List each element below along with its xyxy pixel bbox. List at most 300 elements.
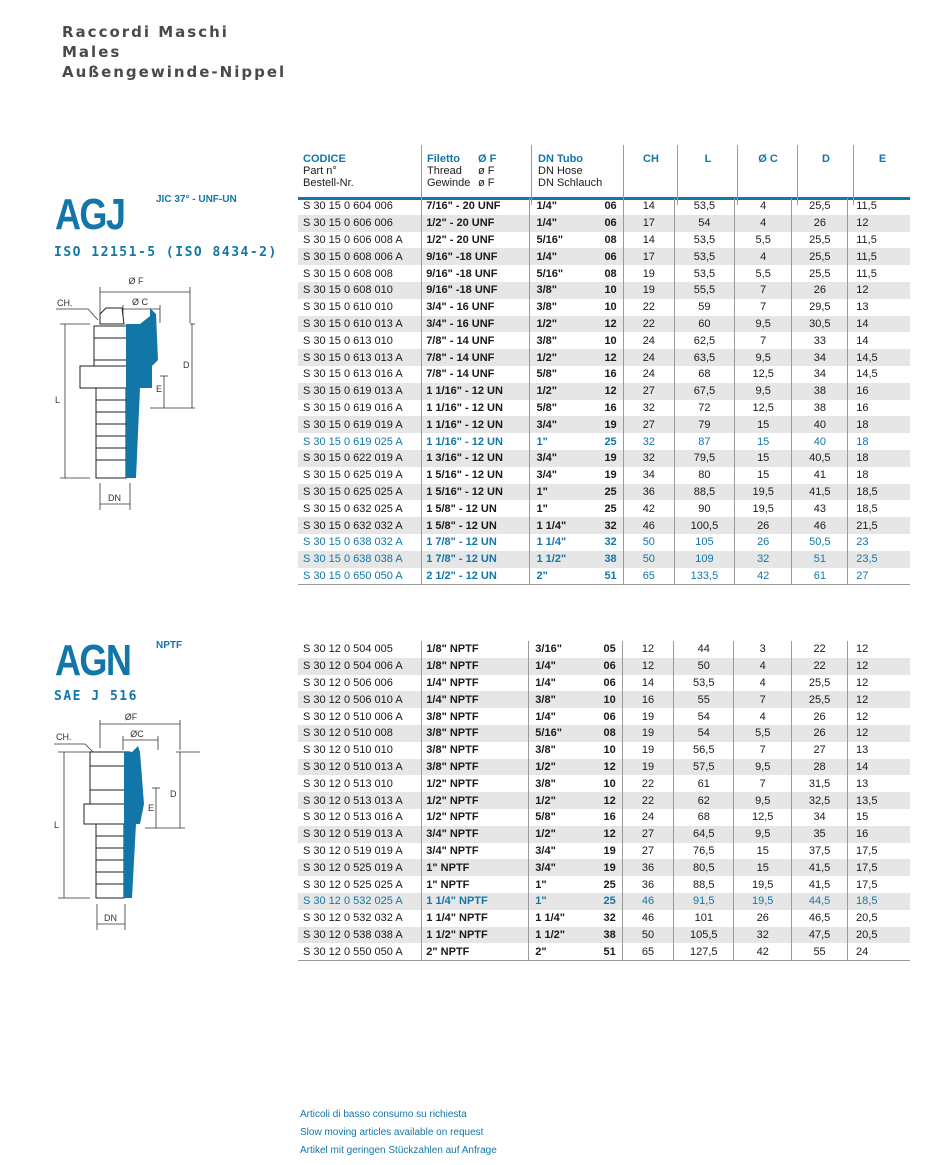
cell-d: 28 xyxy=(792,759,848,776)
cell-c: 9,5 xyxy=(734,759,792,776)
cell-dn: 1/2" xyxy=(529,792,595,809)
cell-c: 26 xyxy=(734,910,792,927)
cell-d: 22 xyxy=(792,658,848,675)
cell-dn-number: 06 xyxy=(595,248,623,265)
cell-l: 61 xyxy=(674,775,734,792)
cell-thread: 1 7/8" - 12 UN xyxy=(422,534,530,551)
cell-c: 15 xyxy=(734,416,792,433)
cell-e: 21,5 xyxy=(848,517,910,534)
cell-e: 16 xyxy=(848,400,910,417)
cell-dn: 3/4" xyxy=(530,467,595,484)
cell-thread: 3/8" NPTF xyxy=(422,759,529,776)
cell-ch: 14 xyxy=(623,232,674,249)
cell-code: S 30 15 0 606 008 A xyxy=(303,233,403,246)
cell-thread: 3/4" NPTF xyxy=(422,826,529,843)
cell-ch: 19 xyxy=(622,708,673,725)
cell-e: 13 xyxy=(848,775,910,792)
cell-ch: 42 xyxy=(623,500,674,517)
cell-thread: 3/8" NPTF xyxy=(422,725,529,742)
cell-e: 18,5 xyxy=(848,893,910,910)
cell-dn-number: 16 xyxy=(604,401,617,414)
cell-l: 53,5 xyxy=(674,265,734,282)
cell-e: 14 xyxy=(848,316,910,333)
cell-l: 53,5 xyxy=(674,198,734,215)
agj-table xyxy=(298,198,910,585)
cell-e: 12 xyxy=(848,641,910,658)
cell-dn: 3/8" xyxy=(529,775,595,792)
cell-e: 12 xyxy=(848,691,910,708)
cell-d: 50,5 xyxy=(792,534,848,551)
cell-l: 79 xyxy=(674,416,734,433)
cell-dn: 1/2" xyxy=(529,759,595,776)
cell-ch: 12 xyxy=(622,658,673,675)
table-row xyxy=(298,943,910,960)
table-row xyxy=(298,658,910,675)
cell-l: 105 xyxy=(674,534,734,551)
cell-thread: 1 7/8" - 12 UN xyxy=(422,551,530,568)
cell-code: S 30 15 0 608 008 xyxy=(303,267,393,280)
header-c: Ø C xyxy=(737,145,798,205)
cell-l: 53,5 xyxy=(674,232,734,249)
cell-e: 12 xyxy=(848,282,910,299)
cell-l: 88,5 xyxy=(674,876,734,893)
cell-thread: 1 5/8" - 12 UN xyxy=(422,517,530,534)
cell-d: 25,5 xyxy=(792,675,848,692)
cell-dn-number: 19 xyxy=(603,844,616,857)
cell-e: 12 xyxy=(848,675,910,692)
cell-c: 4 xyxy=(734,198,792,215)
table-row xyxy=(298,675,910,692)
cell-c: 15 xyxy=(734,467,792,484)
cell-dn: 1/2" xyxy=(530,316,595,333)
cell-d: 34 xyxy=(792,366,848,383)
agn-label-dn: DN xyxy=(104,913,117,923)
cell-e: 13 xyxy=(848,742,910,759)
cell-thread: 3/8" NPTF xyxy=(422,742,529,759)
cell-d: 40 xyxy=(792,433,848,450)
cell-c: 12,5 xyxy=(734,400,792,417)
cell-ch: 16 xyxy=(622,691,673,708)
cell-dn: 1" xyxy=(530,500,595,517)
cell-c: 9,5 xyxy=(734,826,792,843)
cell-thread: 3/4" NPTF xyxy=(422,843,529,860)
table-row xyxy=(298,927,910,944)
cell-dn: 1" xyxy=(529,893,595,910)
cell-dn: 3/16" xyxy=(529,641,595,658)
table-row xyxy=(298,316,910,333)
cell-dn-number: 19 xyxy=(604,469,617,482)
cell-e: 14 xyxy=(848,332,910,349)
cell-thread: 1/4" NPTF xyxy=(422,691,529,708)
cell-c: 42 xyxy=(734,943,792,960)
cell-dn: 1/2" xyxy=(529,826,595,843)
cell-code: S 30 12 0 513 016 A xyxy=(303,811,403,824)
cell-ch: 19 xyxy=(622,759,673,776)
cell-d: 31,5 xyxy=(792,775,848,792)
table-row xyxy=(298,691,910,708)
cell-c: 4 xyxy=(734,658,792,675)
cell-ch: 46 xyxy=(622,893,673,910)
cell-thread: 1/2" NPTF xyxy=(422,809,529,826)
cell-code: S 30 15 0 619 016 A xyxy=(303,401,403,414)
cell-e: 17,5 xyxy=(848,876,910,893)
cell-code: S 30 15 0 608 010 xyxy=(298,282,422,299)
cell-d: 47,5 xyxy=(792,927,848,944)
cell-thread: 9/16" -18 UNF xyxy=(422,282,530,299)
cell-c: 12,5 xyxy=(734,366,792,383)
header-codice: CODICE Part n° Bestell-Nr. xyxy=(303,153,354,189)
cell-dn: 1/4" xyxy=(530,198,595,215)
cell-dn-number: 10 xyxy=(603,777,616,790)
cell-c: 9,5 xyxy=(734,792,792,809)
agn-table xyxy=(298,641,910,961)
table-row xyxy=(298,400,910,417)
agn-tag: NPTF xyxy=(156,640,183,651)
cell-l: 54 xyxy=(674,725,734,742)
cell-l: 62 xyxy=(674,792,734,809)
cell-dn-number: 38 xyxy=(594,927,622,944)
cell-ch: 50 xyxy=(622,927,673,944)
cell-d: 26 xyxy=(792,725,848,742)
cell-c: 4 xyxy=(734,708,792,725)
cell-dn-number: 10 xyxy=(604,301,617,314)
cell-thread: 3/4" - 16 UNF xyxy=(422,316,530,333)
agn-standard: SAE J 516 xyxy=(54,689,138,704)
cell-dn-number: 12 xyxy=(595,349,623,366)
cell-dn: 1/2" xyxy=(530,383,595,400)
cell-e: 12 xyxy=(848,215,910,232)
table-row xyxy=(298,433,910,450)
cell-ch: 17 xyxy=(623,215,674,232)
table-row xyxy=(298,265,910,282)
cell-thread: 1 5/16" - 12 UN xyxy=(422,467,530,484)
cell-thread: 1 5/16" - 12 UN xyxy=(422,484,530,501)
table-row xyxy=(298,792,910,809)
cell-l: 64,5 xyxy=(674,826,734,843)
cell-ch: 46 xyxy=(622,910,673,927)
cell-l: 53,5 xyxy=(674,248,734,265)
table-row xyxy=(298,708,910,725)
cell-l: 54 xyxy=(674,708,734,725)
cell-code: S 30 12 0 506 010 A xyxy=(298,691,422,708)
cell-l: 57,5 xyxy=(674,759,734,776)
cell-thread: 7/8" - 14 UNF xyxy=(422,332,530,349)
agn-label-l: L xyxy=(54,820,60,830)
cell-d: 51 xyxy=(792,551,848,568)
cell-dn: 3/8" xyxy=(529,742,595,759)
cell-e: 14,5 xyxy=(848,349,910,366)
cell-thread: 1 1/16" - 12 UN xyxy=(422,416,530,433)
agn-code: AGN xyxy=(55,636,131,685)
cell-dn: 1/4" xyxy=(529,675,595,692)
cell-code: S 30 15 0 613 010 xyxy=(303,334,393,347)
cell-dn: 3/4" xyxy=(530,416,595,433)
cell-thread: 1 1/16" - 12 UN xyxy=(422,383,530,400)
cell-e: 23 xyxy=(848,534,910,551)
cell-code: S 30 12 0 504 005 xyxy=(303,643,393,656)
cell-ch: 22 xyxy=(623,299,674,316)
cell-ch: 36 xyxy=(622,876,673,893)
cell-code: S 30 12 0 550 050 A xyxy=(298,943,422,960)
agj-label-f: Ø F xyxy=(128,276,144,286)
cell-c: 7 xyxy=(734,742,792,759)
cell-d: 34 xyxy=(792,809,848,826)
cell-thread: 1/4" NPTF xyxy=(422,675,529,692)
table-row xyxy=(298,759,910,776)
cell-thread: 9/16" -18 UNF xyxy=(422,265,530,282)
cell-l: 63,5 xyxy=(674,349,734,366)
table-row xyxy=(298,332,910,349)
cell-code: S 30 12 0 513 010 xyxy=(303,777,393,790)
cell-code: S 30 12 0 510 010 xyxy=(303,744,393,757)
cell-l: 100,5 xyxy=(674,517,734,534)
agn-label-d: D xyxy=(170,789,177,799)
cell-dn: 3/4" xyxy=(529,843,595,860)
header-l: L xyxy=(677,145,738,205)
cell-code: S 30 15 0 619 019 A xyxy=(298,416,422,433)
cell-d: 22 xyxy=(792,641,848,658)
cell-dn: 5/16" xyxy=(529,725,595,742)
cell-d: 44,5 xyxy=(792,893,848,910)
cell-thread: 7/8" - 14 UNF xyxy=(422,366,530,383)
cell-dn-number: 06 xyxy=(594,658,622,675)
cell-dn-number: 25 xyxy=(595,484,623,501)
table-row xyxy=(298,517,910,534)
table-row xyxy=(298,551,910,568)
cell-dn-number: 12 xyxy=(594,826,622,843)
cell-c: 7 xyxy=(734,282,792,299)
agn-label-c: ØC xyxy=(130,729,144,739)
cell-code: S 30 15 0 650 050 A xyxy=(298,568,422,585)
cell-dn-number: 32 xyxy=(604,536,617,549)
cell-thread: 2 1/2" - 12 UN xyxy=(422,568,530,585)
cell-e: 24 xyxy=(848,943,910,960)
cell-e: 14,5 xyxy=(848,366,910,383)
table-row xyxy=(298,383,910,400)
cell-e: 18,5 xyxy=(848,484,910,501)
cell-dn-number: 12 xyxy=(594,792,622,809)
cell-ch: 12 xyxy=(622,641,673,658)
cell-c: 19,5 xyxy=(734,484,792,501)
cell-code: S 30 12 0 532 032 A xyxy=(303,912,403,925)
cell-ch: 19 xyxy=(622,725,673,742)
cell-d: 38 xyxy=(792,400,848,417)
cell-ch: 34 xyxy=(623,467,674,484)
cell-dn-number: 32 xyxy=(603,912,616,925)
cell-c: 4 xyxy=(734,248,792,265)
cell-l: 87 xyxy=(674,433,734,450)
title-de: Außengewinde-Nippel xyxy=(62,63,287,81)
cell-thread: 1/2" - 20 UNF xyxy=(422,215,530,232)
cell-dn: 3/8" xyxy=(530,282,595,299)
cell-dn-number: 51 xyxy=(594,943,622,960)
cell-l: 91,5 xyxy=(674,893,734,910)
cell-dn-number: 06 xyxy=(604,200,617,213)
cell-ch: 65 xyxy=(622,943,673,960)
cell-e: 23,5 xyxy=(848,551,910,568)
cell-dn-number: 51 xyxy=(595,568,623,585)
cell-code: S 30 12 0 519 013 A xyxy=(298,826,422,843)
cell-dn: 1" xyxy=(530,484,595,501)
cell-dn-number: 12 xyxy=(594,759,622,776)
cell-e: 11,5 xyxy=(848,198,910,215)
cell-c: 4 xyxy=(734,215,792,232)
cell-code: S 30 12 0 504 006 A xyxy=(298,658,422,675)
header-ch: CH xyxy=(623,145,678,205)
cell-code: S 30 12 0 513 013 A xyxy=(298,792,422,809)
cell-c: 4 xyxy=(734,675,792,692)
cell-ch: 24 xyxy=(623,332,674,349)
cell-thread: 1 1/2" NPTF xyxy=(422,927,529,944)
cell-e: 18 xyxy=(848,433,910,450)
cell-c: 26 xyxy=(734,517,792,534)
cell-d: 34 xyxy=(792,349,848,366)
cell-dn-number: 19 xyxy=(594,859,622,876)
cell-c: 42 xyxy=(734,568,792,585)
cell-ch: 46 xyxy=(623,517,674,534)
cell-d: 25,5 xyxy=(792,198,848,215)
cell-thread: 1/8" NPTF xyxy=(422,658,529,675)
agj-label-dn: DN xyxy=(108,493,121,503)
cell-ch: 14 xyxy=(623,198,674,215)
cell-e: 20,5 xyxy=(848,927,910,944)
cell-d: 26 xyxy=(792,282,848,299)
cell-l: 67,5 xyxy=(674,383,734,400)
cell-ch: 22 xyxy=(622,775,673,792)
cell-code: S 30 15 0 632 025 A xyxy=(303,502,403,515)
cell-e: 17,5 xyxy=(848,859,910,876)
cell-e: 14 xyxy=(848,759,910,776)
cell-c: 7 xyxy=(734,332,792,349)
table-row xyxy=(298,742,910,759)
table-row xyxy=(298,826,910,843)
agj-tag: JIC 37° - UNF-UN xyxy=(156,194,237,205)
cell-d: 40 xyxy=(792,416,848,433)
table-row xyxy=(298,910,910,927)
cell-ch: 14 xyxy=(622,675,673,692)
cell-dn-number: 08 xyxy=(594,725,622,742)
cell-dn-number: 12 xyxy=(595,383,623,400)
cell-dn: 3/8" xyxy=(529,691,595,708)
cell-l: 80 xyxy=(674,467,734,484)
cell-dn: 3/4" xyxy=(529,859,595,876)
agn-label-f: ØF xyxy=(124,712,138,722)
cell-ch: 24 xyxy=(623,349,674,366)
agj-label-c: Ø C xyxy=(131,297,149,307)
cell-dn-number: 16 xyxy=(603,811,616,824)
cell-d: 25,5 xyxy=(792,232,848,249)
table-row xyxy=(298,876,910,893)
cell-d: 25,5 xyxy=(792,691,848,708)
cell-dn-number: 06 xyxy=(603,710,616,723)
cell-thread: 3/4" - 16 UNF xyxy=(422,299,530,316)
cell-c: 26 xyxy=(734,534,792,551)
cell-d: 46 xyxy=(792,517,848,534)
cell-ch: 50 xyxy=(623,551,674,568)
cell-ch: 32 xyxy=(623,450,674,467)
cell-c: 7 xyxy=(734,775,792,792)
cell-thread: 1 3/16" - 12 UN xyxy=(422,450,530,467)
footnote-de: Artikel mit geringen Stückzahlen auf Anfrage xyxy=(300,1145,497,1156)
cell-d: 43 xyxy=(792,500,848,517)
cell-ch: 65 xyxy=(623,568,674,585)
cell-code: S 30 15 0 606 006 xyxy=(298,215,422,232)
cell-dn: 3/8" xyxy=(530,332,595,349)
cell-c: 32 xyxy=(734,551,792,568)
cell-d: 35 xyxy=(792,826,848,843)
cell-dn-number: 38 xyxy=(595,551,623,568)
cell-c: 15 xyxy=(734,859,792,876)
footnote xyxy=(300,1106,497,1160)
cell-c: 32 xyxy=(734,927,792,944)
agn-label-ch: CH. xyxy=(56,732,72,742)
cell-d: 40,5 xyxy=(792,450,848,467)
cell-dn: 1 1/4" xyxy=(530,534,595,551)
cell-code: S 30 12 0 525 025 A xyxy=(303,878,403,891)
cell-code: S 30 12 0 506 006 xyxy=(303,676,393,689)
table-row xyxy=(298,809,910,826)
cell-code: S 30 15 0 632 032 A xyxy=(298,517,422,534)
cell-code: S 30 15 0 625 025 A xyxy=(298,484,422,501)
cell-dn: 3/4" xyxy=(530,450,595,467)
table-row xyxy=(298,893,910,910)
cell-d: 38 xyxy=(792,383,848,400)
cell-dn: 2" xyxy=(529,943,595,960)
cell-e: 13 xyxy=(848,299,910,316)
cell-dn: 5/16" xyxy=(530,265,595,282)
cell-thread: 3/8" NPTF xyxy=(422,708,529,725)
table-row xyxy=(298,500,910,517)
cell-l: 54 xyxy=(674,215,734,232)
cell-d: 41,5 xyxy=(792,484,848,501)
cell-l: 72 xyxy=(674,400,734,417)
agj-code: AGJ xyxy=(55,190,125,239)
cell-code: S 30 15 0 622 019 A xyxy=(298,450,422,467)
cell-e: 13,5 xyxy=(848,792,910,809)
cell-e: 18 xyxy=(848,467,910,484)
table-row xyxy=(298,641,910,658)
cell-thread: 1/2" NPTF xyxy=(422,775,529,792)
title-it: Raccordi Maschi xyxy=(62,23,229,41)
cell-dn-number: 05 xyxy=(603,643,616,656)
cell-dn-number: 16 xyxy=(604,368,617,381)
footnote-it: Articoli di basso consumo su richiesta xyxy=(300,1109,467,1120)
cell-thread: 1 1/16" - 12 UN xyxy=(422,400,530,417)
cell-l: 50 xyxy=(674,658,734,675)
cell-l: 55,5 xyxy=(674,282,734,299)
cell-d: 55 xyxy=(792,943,848,960)
table-row xyxy=(298,534,910,551)
page-title xyxy=(62,22,286,82)
cell-thread: 9/16" -18 UNF xyxy=(422,248,530,265)
table-row xyxy=(298,366,910,383)
cell-dn-number: 06 xyxy=(595,215,623,232)
cell-dn-number: 08 xyxy=(604,233,617,246)
cell-dn-number: 08 xyxy=(604,267,617,280)
cell-d: 37,5 xyxy=(792,843,848,860)
cell-d: 41,5 xyxy=(792,876,848,893)
cell-c: 9,5 xyxy=(734,349,792,366)
cell-dn-number: 25 xyxy=(603,878,616,891)
cell-code: S 30 15 0 638 038 A xyxy=(298,551,422,568)
cell-e: 17,5 xyxy=(848,843,910,860)
cell-code: S 30 12 0 510 013 A xyxy=(298,759,422,776)
table-header xyxy=(298,145,910,200)
cell-ch: 22 xyxy=(622,792,673,809)
cell-dn: 1" xyxy=(529,876,595,893)
cell-code: S 30 15 0 613 016 A xyxy=(303,368,403,381)
cell-e: 11,5 xyxy=(848,265,910,282)
